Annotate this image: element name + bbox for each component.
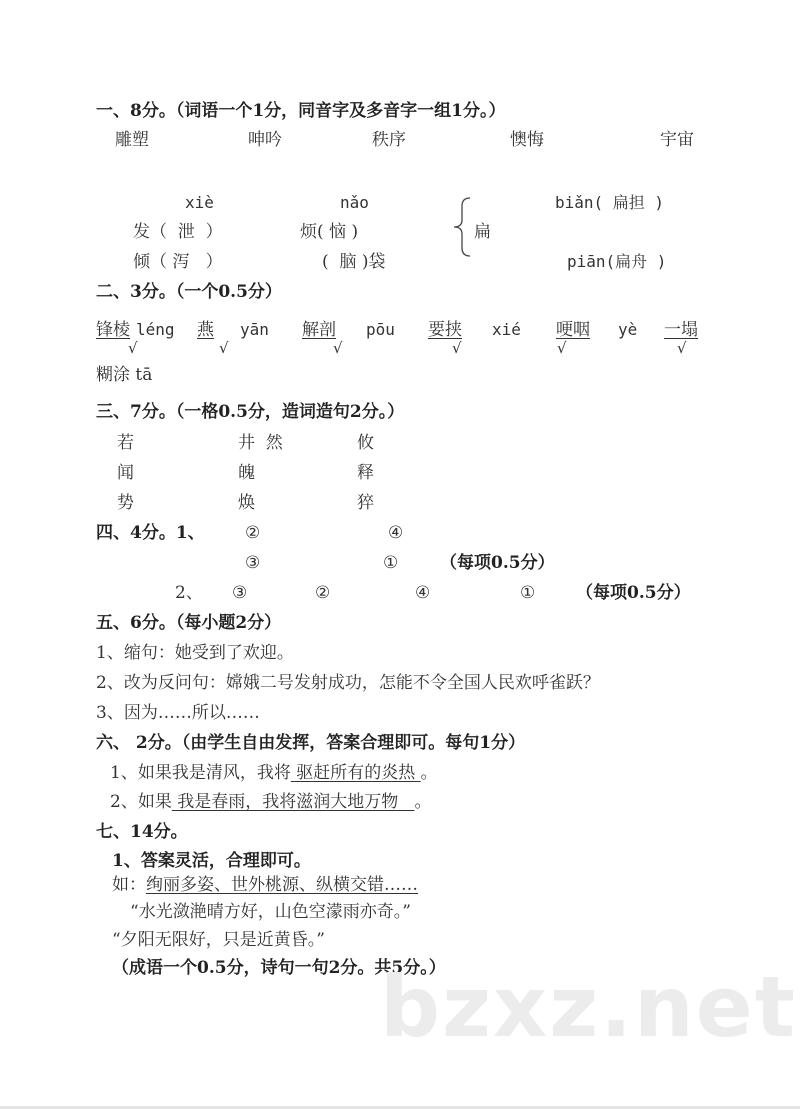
pinyin: léng [136,320,175,339]
choice: ① [383,553,399,573]
example-line [112,875,418,895]
answer: 驱赶所有的炎热 [290,763,421,783]
homophone-answer: ( 脑 )袋 [322,252,386,272]
choice: ② [245,523,261,543]
polyphone-answer: piān(扁舟 ) [567,252,667,271]
char: 猝 [357,493,374,513]
answer-line [110,792,431,812]
word: 懊悔 [510,130,544,150]
answer-line: 1、缩句：她受到了欢迎。 [96,643,294,663]
sub-heading: 1、答案灵活，合理即可。 [112,851,311,871]
word: 锋棱 [96,320,130,340]
question-number: 2、 [175,583,203,603]
section-3-heading: 三、7分。（一格0.5分，造词造句2分。） [96,402,405,422]
poem-line: “夕阳无限好，只是近黄昏。” [112,930,325,950]
pinyin: yè [618,320,638,339]
check-mark-icon: √ [557,339,567,357]
answer: 我是春雨，我将滋润大地万物 [171,792,415,812]
pinyin: xié [492,320,521,339]
choice: ① [520,583,536,603]
example-idioms: 绚丽多姿、世外桃源、纵横交错…… [146,875,418,895]
word: 要挟 [428,320,462,340]
polyphone-answer: biǎn( 扁担 ) [555,193,665,212]
brace-icon [452,196,472,258]
choice: ③ [232,583,248,603]
pinyin: yān [240,320,269,339]
char: 闻 [117,463,134,483]
char: 魄 [238,463,255,483]
word: 哽咽 [556,320,590,340]
char: 焕 [238,493,255,513]
word: 呻吟 [248,130,282,150]
word: 宇宙 [660,130,694,150]
word: 雕塑 [115,130,149,150]
homophone-answer: 烦( 恼 ) [300,222,359,242]
choice: ② [315,583,331,603]
period: 。 [420,763,438,783]
homophone-answer: 倾（ 泻 ） [133,252,223,272]
check-mark-icon: √ [219,339,229,357]
answer-line: 糊涂 tā [96,365,153,385]
score-note: （每项0.5分） [440,553,555,573]
section-4-heading: 四、4分。1、 [96,523,205,543]
check-mark-icon: √ [677,339,687,357]
char: 攸 [357,433,374,453]
homophone-answer: 发（ 泄 ） [133,222,223,242]
pinyin: pōu [366,320,395,339]
section-6-heading: 六、 2分。（由学生自由发挥，答案合理即可。每句1分） [96,733,526,753]
example-label: 如： [112,875,146,895]
check-mark-icon: √ [128,339,138,357]
word: 一塌 [664,320,698,340]
answer-line [110,763,438,783]
section-1-heading: 一、8分。（词语一个1分，同音字及多音字一组1分。） [96,101,506,121]
score-note: （成语一个0.5分，诗句一句2分。共5分。） [112,958,446,978]
prompt: 1、如果我是清风，我将 [110,763,291,783]
watermark: bzxz.net [380,958,797,1056]
page-bottom-divider [0,1106,800,1109]
char: 释 [357,463,374,483]
pinyin: xiè [185,193,214,212]
section-7-heading: 七、14分。 [96,822,188,842]
section-2-heading: 二、3分。（一个0.5分） [96,282,282,302]
check-mark-icon: √ [452,339,462,357]
word: 解剖 [302,320,336,340]
choice: ③ [245,553,261,573]
prompt: 2、如果 [110,792,172,812]
word: 燕 [197,320,214,340]
word: 秩序 [372,130,406,150]
section-5-heading: 五、6分。（每小题2分） [96,613,282,633]
char: 井 然 [238,433,283,453]
choice: ④ [388,523,404,543]
answer-line: 3、因为……所以…… [96,703,260,723]
score-note: （每项0.5分） [576,583,691,603]
choice: ④ [415,583,431,603]
char: 势 [117,493,134,513]
char: 若 [117,433,134,453]
poem-line: “水光潋滟晴方好，山色空濛雨亦奇。” [130,902,411,922]
check-mark-icon: √ [333,339,343,357]
pinyin: nǎo [340,193,369,212]
answer-line: 2、改为反问句：嫦娥二号发射成功，怎能不令全国人民欢呼雀跃？ [96,673,600,693]
polyphone-char: 扁 [474,222,491,242]
period: 。 [414,792,432,812]
